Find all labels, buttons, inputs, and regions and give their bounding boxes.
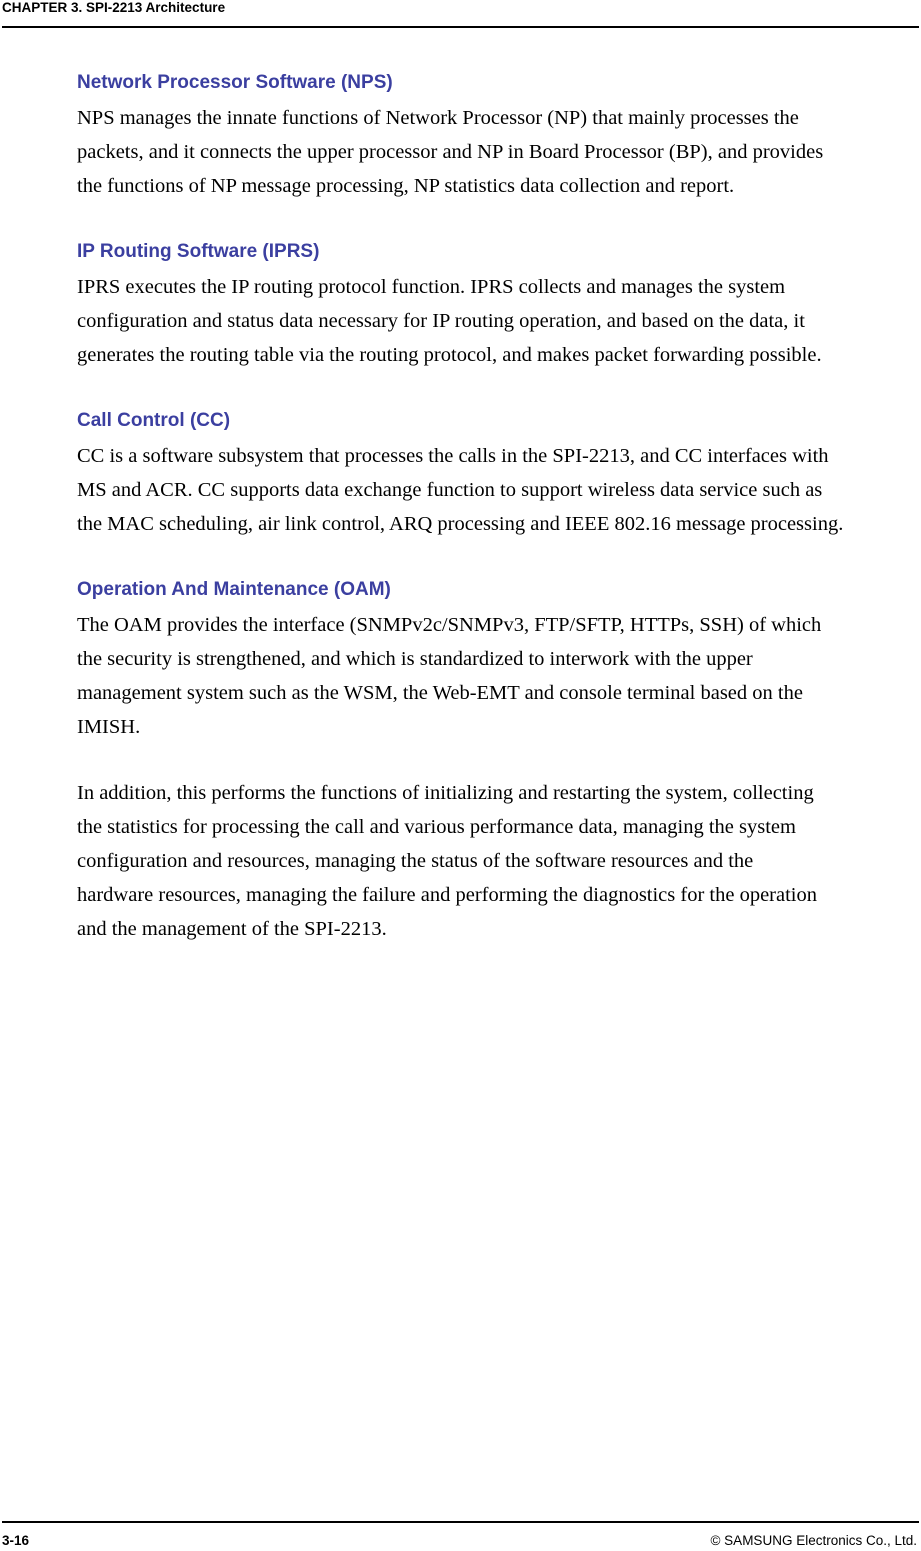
- section-heading: IP Routing Software (IPRS): [77, 241, 320, 262]
- section-cc: [77, 408, 917, 541]
- section-nps: [77, 70, 917, 203]
- page-number: 3-16: [2, 1533, 30, 1548]
- section-paragraph: IPRS executes the IP routing protocol function. IPRS collects and manages the system configuration and status data necessary for IP routing operation, and based on the data, it generates the routing table via the routing protocol, and makes packet forwarding possible.: [77, 276, 822, 366]
- document-content: [77, 70, 917, 982]
- section-paragraph: CC is a software subsystem that processes the calls in the SPI-2213, and CC interfaces with MS and ACR. CC supports data exchange function to support wireless data service such as the MAC scheduling, air link control, ARQ processing and IEEE 802.16 message processing.: [77, 445, 844, 535]
- section-heading: Network Processor Software (NPS): [77, 72, 393, 93]
- section-paragraph: NPS manages the innate functions of Network Processor (NP) that mainly processes the packets, and it connects the upper processor and NP in Board Processor (BP), and provides the functions of NP message processing, NP statistics data collection and report.: [77, 107, 824, 197]
- section-heading: Call Control (CC): [77, 410, 231, 431]
- page-footer: [2, 1521, 919, 1551]
- chapter-title: CHAPTER 3. SPI-2213 Architecture: [2, 0, 226, 15]
- section-paragraph: The OAM provides the interface (SNMPv2c/SNMPv3, FTP/SFTP, HTTPs, SSH) of which the security is strengthened, and which is standardized to interwork with the upper management system such as the WSM, the Web-EMT and console terminal based on the IMISH.: [77, 614, 822, 738]
- section-iprs: [77, 239, 917, 372]
- section-heading: Operation And Maintenance (OAM): [77, 579, 391, 600]
- page-header: [2, 0, 919, 28]
- section-paragraph: In addition, this performs the functions of initializing and restarting the system, collecting the statistics for processing the call and various performance data, managing the system configuration and resources, managing the status of the software resources and the hardware resources, managing the failure and performing the diagnostics for the operation and the management of the SPI-2213.: [77, 782, 818, 940]
- section-oam: [77, 577, 917, 946]
- copyright-notice: © SAMSUNG Electronics Co., Ltd.: [710, 1533, 917, 1548]
